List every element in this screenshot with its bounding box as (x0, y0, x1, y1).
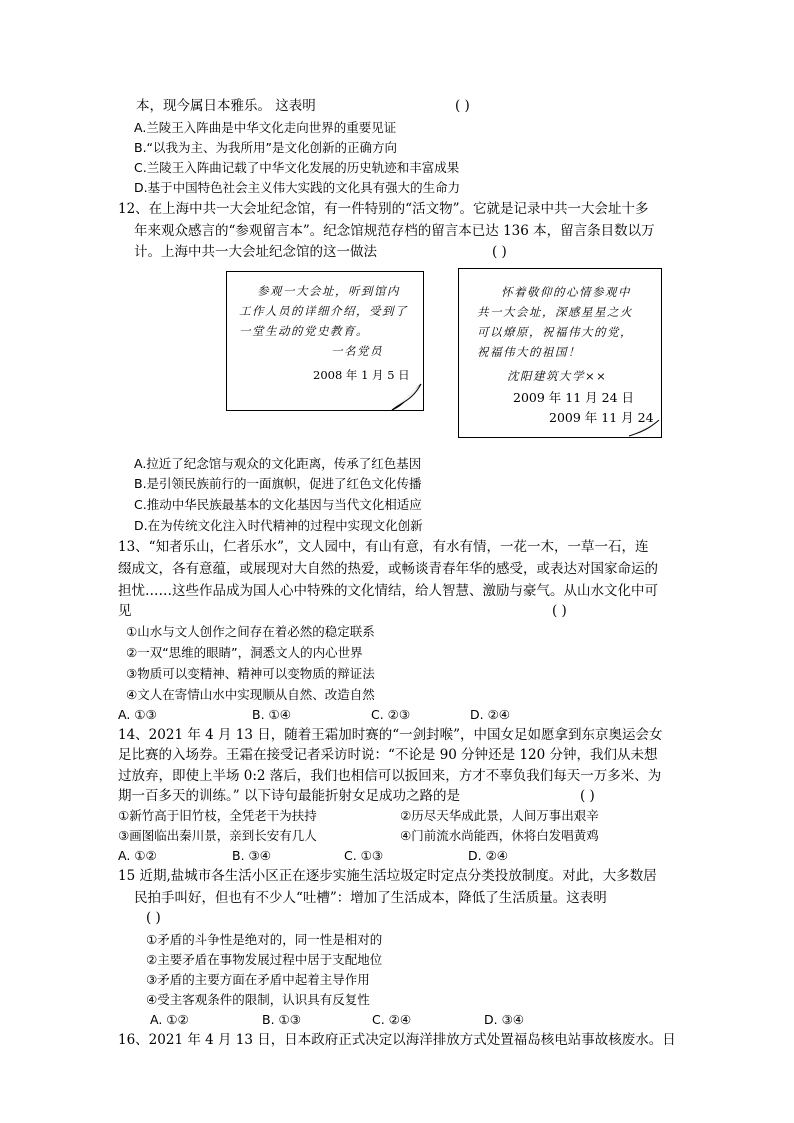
q11-option-b: B.“以我为主、为我所用”是文化创新的正确方向 (134, 140, 398, 155)
q14-stem-line-3: 过放弃，即使上半场 0:2 落后，我们也相信可以扳回来，方才不辜负我们每天一万多米、为 (118, 768, 662, 784)
q12-answer-bracket: ( ) (492, 244, 507, 260)
q15-item-4: ④受主客观条件的限制，认识具有反复性 (146, 992, 370, 1007)
note-right-line-3: 可以燎原，祝福伟大的党， (477, 325, 633, 339)
q13-answer-c: C. ②③ (371, 707, 411, 722)
page-curl-icon (390, 383, 424, 413)
q11-option-d: D.基于中国特色社会主义伟大实践的文化具有强大的生命力 (134, 180, 461, 195)
q12-option-c: C.推动中华民族最基本的文化基因与当代文化相适应 (134, 497, 422, 512)
q13-item-4: ④文人在寄情山水中实现顺从自然、改造自然 (126, 687, 375, 702)
q14-answer-bracket: ( ) (580, 788, 595, 804)
guestbook-note-right (458, 268, 662, 438)
q14-item-2: ②历尽天华成此景，人间万事出艰辛 (400, 808, 599, 823)
q14-item-4: ④门前流水尚能西，休将白发唱黄鸡 (400, 828, 599, 843)
q14-stem-line-4: 期一百多天的训练。” 以下诗句最能折射女足成功之路的是 (118, 788, 460, 804)
note-left-date: 2008 年 1 月 5 日 (313, 368, 410, 382)
q14-item-1: ①新竹高于旧竹枝，全凭老干为扶持 (118, 808, 317, 823)
note-right-line-1: 怀着敬仰的心情参观中 (501, 285, 631, 299)
note-right-line-4: 祝福伟大的祖国！ (477, 345, 581, 359)
q12-option-d: D.在为传统文化注入时代精神的过程中实现文化创新 (134, 518, 423, 533)
q13-item-2: ②一双“思维的眼睛”，洞悉文人的内心世界 (126, 645, 363, 660)
note-right-line-2: 共一大会址，深感星星之火 (477, 305, 633, 319)
q15-answer-c: C. ②④ (372, 1012, 412, 1027)
q11-stem-line: 本，现今属日本雅乐。 这表明 (136, 98, 316, 114)
q13-answer-a: A. ①③ (118, 707, 157, 722)
q15-answer-d: D. ③④ (484, 1012, 524, 1027)
q11-answer-bracket: ( ) (455, 98, 470, 114)
q13-item-3: ③物质可以变精神、精神可以变物质的辩证法 (126, 666, 375, 681)
q14-answer-b: B. ③④ (232, 848, 271, 863)
page-fold-icon (628, 420, 662, 438)
q15-item-2: ②主要矛盾在事物发展过程中居于支配地位 (146, 952, 383, 967)
q13-answer-b: B. ①④ (252, 707, 291, 722)
note-right-signature: 沈阳建筑大学×× (507, 369, 608, 383)
q13-answer-d: D. ②④ (470, 707, 510, 722)
q15-stem-line-2: 民拍手叫好，但也有不少人“吐槽”：增加了生活成本，降低了生活质量。这表明 (134, 890, 607, 906)
q13-item-1: ①山水与文人创作之间存在着必然的稳定联系 (126, 624, 375, 639)
q15-answer-bracket: ( ) (146, 910, 161, 926)
q15-answer-a: A. ①② (150, 1012, 189, 1027)
q13-stem-line-1: 13、“知者乐山，仁者乐水”，文人园中，有山有意，有水有情，一花一木，一草一石，连 (118, 539, 649, 555)
q13-answer-bracket: ( ) (552, 603, 567, 619)
note-left-line-3: 一堂生动的党史教育。 (239, 324, 369, 338)
q12-option-a: A.拉近了纪念馆与观众的文化距离，传承了红色基因 (134, 456, 422, 471)
q12-stem-line-2: 年来观众感言的“参观留言本”。纪念馆规范存档的留言本已达 136 本，留言条目数以万 (134, 223, 655, 239)
q12-stem-line-3: 计。上海中共一大会址纪念馆的这一做法 (134, 244, 377, 260)
q15-stem-line-1: 15 近期,盐城市各生活小区正在逐步实施生活垃圾定时定点分类投放制度。对此，大多数居 (118, 868, 657, 884)
q13-stem-line-2: 缀成文，各有意蕴，或展现对大自然的热爱，或畅谈青春年华的感受，或表达对国家命运的 (118, 561, 658, 577)
note-right-date-1: 2009 年 11 月 24 日 (513, 390, 634, 405)
q14-stem-line-1: 14、2021 年 4 月 13 日，随着王霜加时赛的“一剑封喉”，中国女足如愿拿到东京奥运会女 (118, 727, 663, 743)
q11-option-a: A.兰陵王入阵曲是中华文化走向世界的重要见证 (134, 120, 397, 135)
note-left-line-1: 参观一大会址，听到馆内 (257, 284, 400, 298)
q15-item-3: ③矛盾的主要方面在矛盾中起着主导作用 (146, 972, 370, 987)
q16-stem-line-1: 16、2021 年 4 月 13 日，日本政府正式决定以海洋排放方式处置福岛核电站事故核废水。日 (118, 1032, 676, 1048)
q13-stem-line-4: 见 (118, 603, 132, 619)
q12-stem-line-1: 12、在上海中共一大会址纪念馆，有一件特别的“活文物”。它就是记录中共一大会址十多 (118, 201, 649, 217)
q12-option-b: B.是引领民族前行的一面旗帜，促进了红色文化传播 (134, 476, 422, 491)
q14-answer-d: D. ②④ (468, 848, 508, 863)
q13-stem-line-3: 担忧……这些作品成为国人心中特殊的文化情结，给人智慧、激励与豪气。从山水文化中可 (118, 583, 658, 599)
q14-answer-a: A. ①② (118, 848, 157, 863)
q14-answer-c: C. ①③ (344, 848, 384, 863)
note-left-line-2: 工作人员的详细介绍，受到了 (239, 304, 408, 318)
q15-answer-b: B. ①③ (262, 1012, 301, 1027)
q11-option-c: C.兰陵王入阵曲记载了中华文化发展的历史轨迹和丰富成果 (134, 160, 460, 175)
q14-stem-line-2: 足比赛的入场券。王霜在接受记者采访时说：“不论是 90 分钟还是 120 分钟，我们从未想 (118, 747, 658, 763)
q14-item-3: ③画图临出秦川景，亲到长安有几人 (118, 828, 317, 843)
q15-item-1: ①矛盾的斗争性是绝对的，同一性是相对的 (146, 932, 383, 947)
note-left-signature: 一名党员 (331, 344, 383, 358)
note-right-date-2: 2009 年 11 月 24 (549, 410, 654, 425)
